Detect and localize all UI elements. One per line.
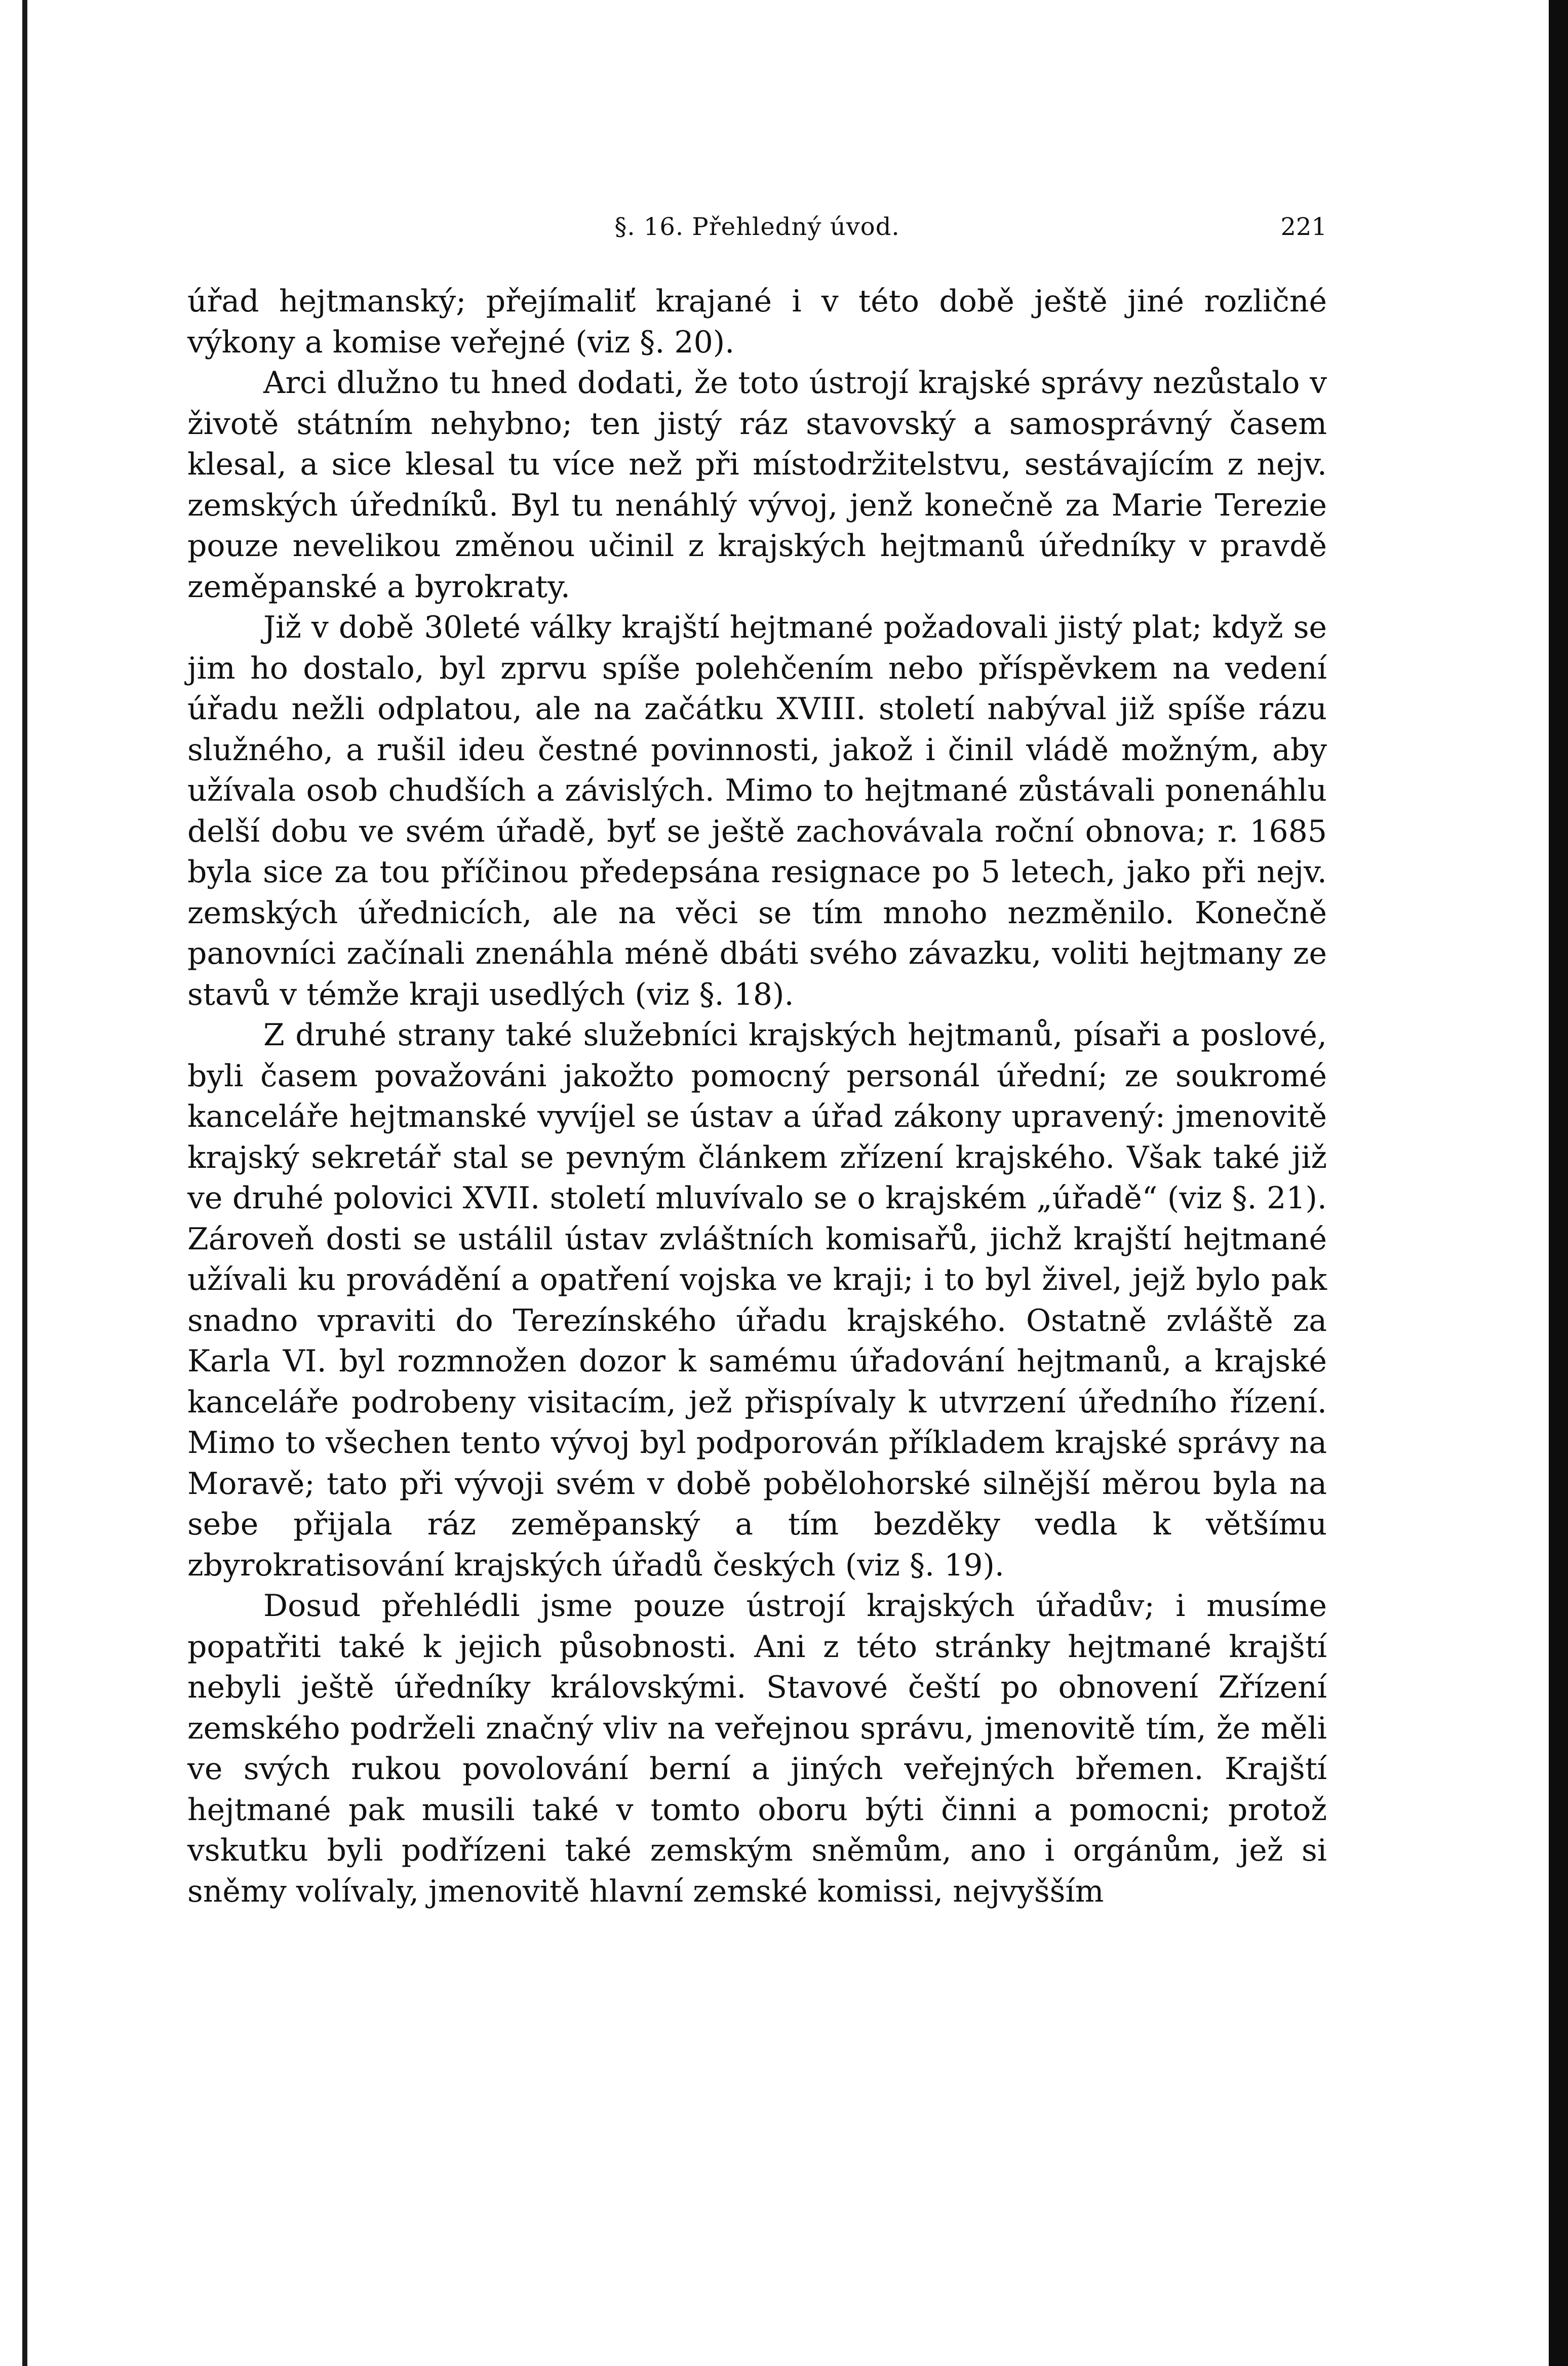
- paragraph-5: Dosud přehlédli jsme pouze ústrojí krajských úřadův; i musíme popatřiti také k jejich působnosti. Ani z této stránky hejtmané krajští nebyli ještě úředníky královskými. Stavové čeští po obnovení Zřízení zemského podrželi značný vliv na veřejnou správu, jmenovitě tím, že měli ve svých rukou povolování berní a jiných veřejných břemen. Krajští hejtmané pak musili také v tomto oboru býti činni a pomocni; protož vskutku byli podřízeni také zemským sněmům, ano i orgánům, jež si sněmy volívaly, jmenovitě hlavní zemské komissi, nejvyšším: [187, 1588, 1327, 1909]
- page-number: 221: [1280, 213, 1327, 241]
- paragraph-3: Již v době 30leté války krajští hejtmané požadovali jistý plat; když se jim ho dostalo, byl zprvu spíše polehčením nebo příspěvkem na vedení úřadu nežli odplatou, ale na začátku XVIII. století nabýval již spíše rázu služného, a rušil ideu čestné povinnosti, jakož i činil vládě možným, aby užívala osob chudších a závislých. Mimo to hejtmané zůstávali ponenáhlu delší dobu ve svém úřadě, byť se ještě zachovávala roční obnova; r. 1685 byla sice za tou příčinou předepsána resignace po 5 letech, jako při nejv. zemských úřednicích, ale na věci se tím mnoho nezměnilo. Konečně panovníci začínali znenáhla méně dbáti svého závazku, voliti hejtmany ze stavů v témže kraji usedlých (viz §. 18).: [187, 610, 1327, 1012]
- paragraph-1: úřad hejtmanský; přejímaliť krajané i v této době ještě jiné rozličné výkony a komise veřejné (viz §. 20).: [187, 284, 1327, 360]
- running-head: §. 16. Přehledný úvod.: [614, 213, 900, 241]
- scan-left-edge: [22, 0, 27, 2366]
- body-text: [187, 281, 1327, 1912]
- page-header: [187, 213, 1327, 253]
- paragraph-2: Arci dlužno tu hned dodati, že toto ústrojí krajské správy nezůstalo v životě státním nehybno; ten jistý ráz stavovský a samosprávný časem klesal, a sice klesal tu více než při místodržitelstvu, sestávajícím z nejv. zemských úředníků. Byl tu nenáhlý vývoj, jenž konečně za Marie Terezie pouze nevelikou změnou učinil z krajských hejtmanů úředníky v pravdě zeměpanské a byrokraty.: [187, 365, 1327, 605]
- paragraph-4: Z druhé strany také služebníci krajských hejtmanů, písaři a poslové, byli časem považováni jakožto pomocný personál úřední; ze soukromé kanceláře hejtmanské vyvíjel se ústav a úřad zákony upravený: jmenovitě krajský sekretář stal se pevným článkem zřízení krajského. Však také již ve druhé polovici XVII. století mluvívalo se o krajském „úřadě“ (viz §. 21). Zároveň dosti se ustálil ústav zvláštních komisařů, jichž krajští hejtmané užívali ku provádění a opatření vojska ve kraji; i to byl živel, jejž bylo pak snadno vpraviti do Terezínského úřadu krajského. Ostatně zvláště za Karla VI. byl rozmnožen dozor k samému úřadování hejtmanů, a krajské kanceláře podrobeny visitacím, jež přispívaly k utvrzení úředního řízení. Mimo to všechen tento vývoj byl podporován příkladem krajské správy na Moravě; tato při vývoji svém v době pobělohorské silnější měrou byla na sebe přijala ráz zeměpanský a tím bezděky vedla k většímu zbyrokratisování krajských úřadů českých (viz §. 19).: [187, 1017, 1327, 1583]
- scan-right-edge: [1549, 0, 1568, 2366]
